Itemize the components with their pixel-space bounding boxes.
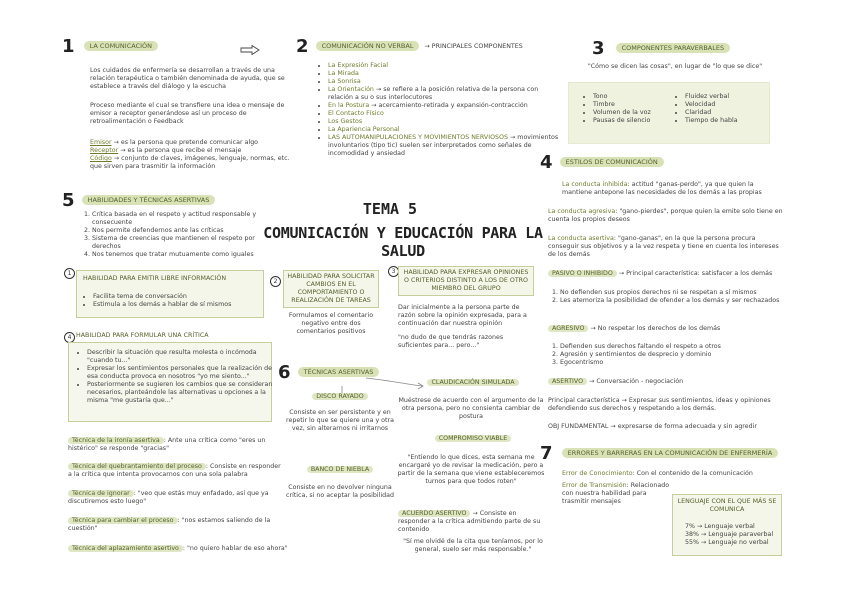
codigo-key: Código <box>90 155 112 162</box>
banco-heading: BANCO DE NIEBLA <box>307 466 373 473</box>
list-item: 2. Agresión y sentimientos de desprecio y dominio <box>560 351 790 359</box>
tecnica-ironia: Técnica de la ironía asertiva : Ante una crítica como "eres un histérico" se responde "gracias" <box>68 437 266 452</box>
lenguaje-box <box>672 494 782 556</box>
arrow-right-icon <box>240 45 260 55</box>
no-verbal-list <box>318 62 562 158</box>
section-number: 7 <box>540 443 553 464</box>
list-item: • La Apariencia Personal <box>328 126 562 134</box>
habilidad-3-quote: "no dudo de que tendrás razones suficientes para... pero..." <box>398 334 504 349</box>
error-conocimiento: Error de Conocimiento: Con el contenido de la comunicación <box>562 470 753 477</box>
conducta-inhibida: La conducta inhibida: actitud "ganas-perdo", ya que quien la mantiene antepone las necesidades de los demás a las propias <box>562 181 762 196</box>
list-item: • Tono <box>593 93 651 101</box>
tecnica-ignorar: Técnica de ignorar : "veo que estás muy enfadado, así que ya discutiremos esto luego" <box>68 490 269 505</box>
habilidad-number: 3 <box>388 266 399 277</box>
habilidad-1-box <box>76 270 264 318</box>
habilidades-list <box>82 211 282 259</box>
error-transmision: Error de Transmisión: Relacionado con nuestra habilidad para trasmitir mensajes <box>562 482 670 505</box>
habilidad-3-block <box>398 266 534 350</box>
asertivo-paragraph: Principal característica → Expresar sus sentimientos, ideas y opiniones defendiendo sus derechos y respetando a los demás. <box>548 397 771 412</box>
list-item: 38% → Lenguaje paraverbal <box>685 531 774 538</box>
section-number: 3 <box>592 38 605 59</box>
list-item: 4. Nos tenemos que tratar mutuamente como iguales <box>92 251 282 259</box>
section-heading: HABILIDADES Y TÉCNICAS ASERTIVAS <box>82 195 216 205</box>
pasivo-list <box>550 289 790 305</box>
list-item: • Claridad <box>685 109 738 117</box>
list-item: 55% → Lenguaje no verbal <box>685 539 769 546</box>
habilidad-4-box <box>68 342 272 422</box>
list-item: • La Sonrisa <box>328 78 562 86</box>
section-heading: COMPONENTES PARAVERBALES <box>616 43 730 53</box>
receptor-value: → es la persona que recibe el mensaje <box>120 147 242 154</box>
conducta-asertiva: La conducta asertiva: "gano-ganas", en la que la persona procura conseguir sus objetivos y a la vez respeta y tiene en cuenta los intereses de los demás <box>548 235 779 258</box>
s1-paragraph-2: Proceso mediante el cual se transfiere una idea o mensaje de emisor a receptor generándose así un proceso de retroalimentación o Feedback <box>90 102 285 125</box>
list-item: • Posteriormente se sugieren los cambios que se consideran necesarios, planteándole las alternativas u opciones a la misma "me gustaría que..." <box>87 381 273 405</box>
list-item: 1. Defienden sus derechos faltando el respeto a otros <box>560 343 790 351</box>
emisor-key: Emisor <box>90 139 112 146</box>
list-item: • Velocidad <box>685 101 738 109</box>
list-item: • Estimula a los demás a hablar de sí mismos <box>93 301 231 309</box>
section-paraverbales <box>592 38 792 59</box>
section-errores <box>540 443 790 464</box>
habilidad-2-heading: HABILIDAD PARA SOLICITAR CAMBIOS EN EL COMPORTAMIENTO O REALIZACIÓN DE TAREAS <box>283 270 379 308</box>
page-subtitle: COMUNICACIÓN Y EDUCACIÓN PARA LA SALUD <box>263 224 543 260</box>
list-item: • Fluidez verbal <box>685 93 738 101</box>
acuerdo-heading: ACUERDO ASERTIVO → Consiste en responder a la crítica admitiendo parte de su contenido <box>398 510 541 533</box>
habilidad-number: 1 <box>64 268 75 279</box>
banco-paragraph: Consiste en no devolver ninguna crítica, si no aceptar la posibilidad <box>286 484 394 499</box>
section-heading: COMUNICACIÓN NO VERBAL <box>316 41 420 51</box>
agresivo-heading: AGRESIVO → No respetar los derechos de los demás <box>548 325 784 333</box>
habilidad-2-paragraph: Formulamos el comentario negativo entre dos comentarios positivos <box>288 312 374 335</box>
section-number: 1 <box>62 36 75 57</box>
section-comunicacion <box>62 36 282 57</box>
section-number: 6 <box>278 362 291 383</box>
disco-heading: DISCO RAYADO <box>312 393 367 400</box>
obj-fundamental: OBJ FUNDAMENTAL → expresarse de forma adecuada y sin agredir <box>548 423 757 430</box>
habilidad-1-list <box>83 293 231 309</box>
section-heading: ERRORES Y BARRERAS EN LA COMUNICACIÓN DE ENFERMERÍA <box>562 448 779 458</box>
habilidad-4-list <box>77 349 273 405</box>
habilidad-3-paragraph: Dar inicialmente a la persona parte de razón sobre la opinión expresada, para a continuación dar nuestra opinión <box>398 304 527 327</box>
section-heading: LA COMUNICACIÓN <box>84 41 158 51</box>
list-item: • Pausas de silencio <box>593 117 651 125</box>
list-item: 1. Crítica basada en el respeto y actitud responsable y consecuente <box>92 211 282 227</box>
habilidad-number: 4 <box>64 332 75 343</box>
list-item: • Describir la situación que resulta molesta o incómoda "cuando tu..." <box>87 349 273 365</box>
emisor-value: → es la persona que pretende comunicar algo <box>113 139 259 146</box>
list-item: • El Contacto Físico <box>328 110 562 118</box>
compromiso-heading: COMPROMISO VIABLE <box>435 435 511 442</box>
section-habilidades <box>62 190 282 211</box>
habilidad-1-heading: HABILIDAD PARA EMITIR LIBRE INFORMACIÓN <box>83 275 227 282</box>
claudicacion-paragraph: Muéstrese de acuerdo con el argumento de la otra persona, pero no consienta cambiar de postura <box>398 397 544 420</box>
paraverbal-list-2 <box>675 93 738 125</box>
acuerdo-quote: "Sí me olvidé de la cita que teníamos, por lo general, suelo ser más responsable." <box>403 538 543 553</box>
list-item: • La Mirada <box>328 70 562 78</box>
list-item: 3. Sistema de creencias que mantienen el respeto por derechos <box>92 235 282 251</box>
list-item: 2. Les atemoriza la posibilidad de ofender a los demás y ser rechazados <box>560 297 790 305</box>
agresivo-list <box>550 343 790 367</box>
section-heading: ESTILOS DE COMUNICACIÓN <box>560 157 664 167</box>
section-no-verbal <box>296 36 546 57</box>
section-heading: TÉCNICAS ASERTIVAS <box>298 367 380 377</box>
section-number: 5 <box>62 190 75 211</box>
list-item: 1. No defienden sus propios derechos ni se respetan a sí mismos <box>560 289 790 297</box>
tecnica-quebrantamiento: Técnica del quebrantamiento del proceso : Consiste en responder a la crítica que intenta provocarnos con una sola palabra <box>68 463 281 478</box>
s1-definitions <box>90 139 290 171</box>
list-item: 7% → Lenguaje verbal <box>685 523 755 530</box>
list-item: • LAS AUTOMANIPULACIONES Y MOVIMIENTOS NERVIOSOS → movimientos involuntarios (tipo tic) suelen ser interpretados como señales de incomodidad y ansiedad <box>328 134 562 158</box>
lenguaje-heading: LENGUAJE CON EL QUE MÁS SE COMUNICA <box>677 498 777 513</box>
list-item: • Expresar los sentimientos personales que la realización de esa conducta provoca en nosotros "yo me siento..." <box>87 365 273 381</box>
list-item: 2. Nos permite defendernos ante las críticas <box>92 227 282 235</box>
section-number: 4 <box>540 152 553 173</box>
section-heading-suffix: → PRINCIPALES COMPONENTES <box>424 43 523 50</box>
disco-paragraph: Consiste en ser persistente y en repetir lo que se quiere una y otra vez, sin alterarnos ni irritarnos <box>286 409 394 432</box>
habilidad-4-heading: HABILIDAD PARA FORMULAR UNA CRÍTICA <box>76 332 209 339</box>
page-title: TEMA 5 <box>362 200 418 218</box>
list-item: • Volumen de la voz <box>593 109 651 117</box>
list-item: 3. Egocentrismo <box>560 359 790 367</box>
s1-paragraph-1: Los cuidados de enfermería se desarrollan a través de una relación terapéutica o también denominada de ayuda, que se establece a través del diálogo y la escucha <box>90 67 285 90</box>
paraverbal-list-1 <box>583 93 651 125</box>
list-item: • Los Gestos <box>328 118 562 126</box>
habilidad-number: 2 <box>270 276 281 287</box>
list-item: • En la Postura → acercamiento-retirada y expansión-contracción <box>328 102 562 110</box>
tecnica-cambiar-proceso: Técnica para cambiar el proceso : "nos estamos saliendo de la cuestión" <box>68 517 271 532</box>
list-item: • La Orientación → se refiere a la posición relativa de la persona con relación a su o sus interlocutores <box>328 86 562 102</box>
lenguaje-list <box>685 523 773 547</box>
list-item: • Tiempo de habla <box>685 117 738 125</box>
list-item: • Facilita tema de conversación <box>93 293 231 301</box>
habilidad-2-block <box>283 270 379 352</box>
receptor-key: Receptor <box>90 147 119 154</box>
claudicacion-heading: CLAUDICACIÓN SIMULADA <box>427 379 518 386</box>
section-estilos <box>540 152 740 173</box>
conducta-agresiva: La conducta agresiva: "gano-pierdes", porque quien la emite solo tiene en cuenta los propios deseos <box>548 208 783 223</box>
asertivo-heading: ASERTIVO → Conversación - negociación <box>548 378 784 386</box>
habilidad-3-heading: HABILIDAD PARA EXPRESAR OPINIONES O CRITERIOS DISTINTO A LOS DE OTRO MIEMBRO DEL GRUPO <box>398 266 534 296</box>
section-number: 2 <box>296 36 309 57</box>
codigo-value: → conjunto de claves, imágenes, lenguaje, normas, etc. que sirven para trasmitir la información <box>90 155 290 170</box>
paraverbal-quote: "Cómo se dicen las cosas", en lugar de "lo que se dice" <box>587 63 763 70</box>
compromiso-paragraph: "Entiendo lo que dices, esta semana me encargaré yo de revisar la medicación, pero a partir de la semana que viene estableceremos turnos para que todos roten" <box>397 454 545 485</box>
pasivo-heading: PASIVO O INHIBIDO → Principal característica: satisfacer a los demás <box>548 270 784 278</box>
list-item: • La Expresión Facial <box>328 62 562 70</box>
paraverbal-box <box>568 82 770 144</box>
tecnica-aplazamiento: Técnica del aplazamiento asertivo : "no quiero hablar de eso ahora" <box>68 545 298 553</box>
list-item: • Timbre <box>593 101 651 109</box>
